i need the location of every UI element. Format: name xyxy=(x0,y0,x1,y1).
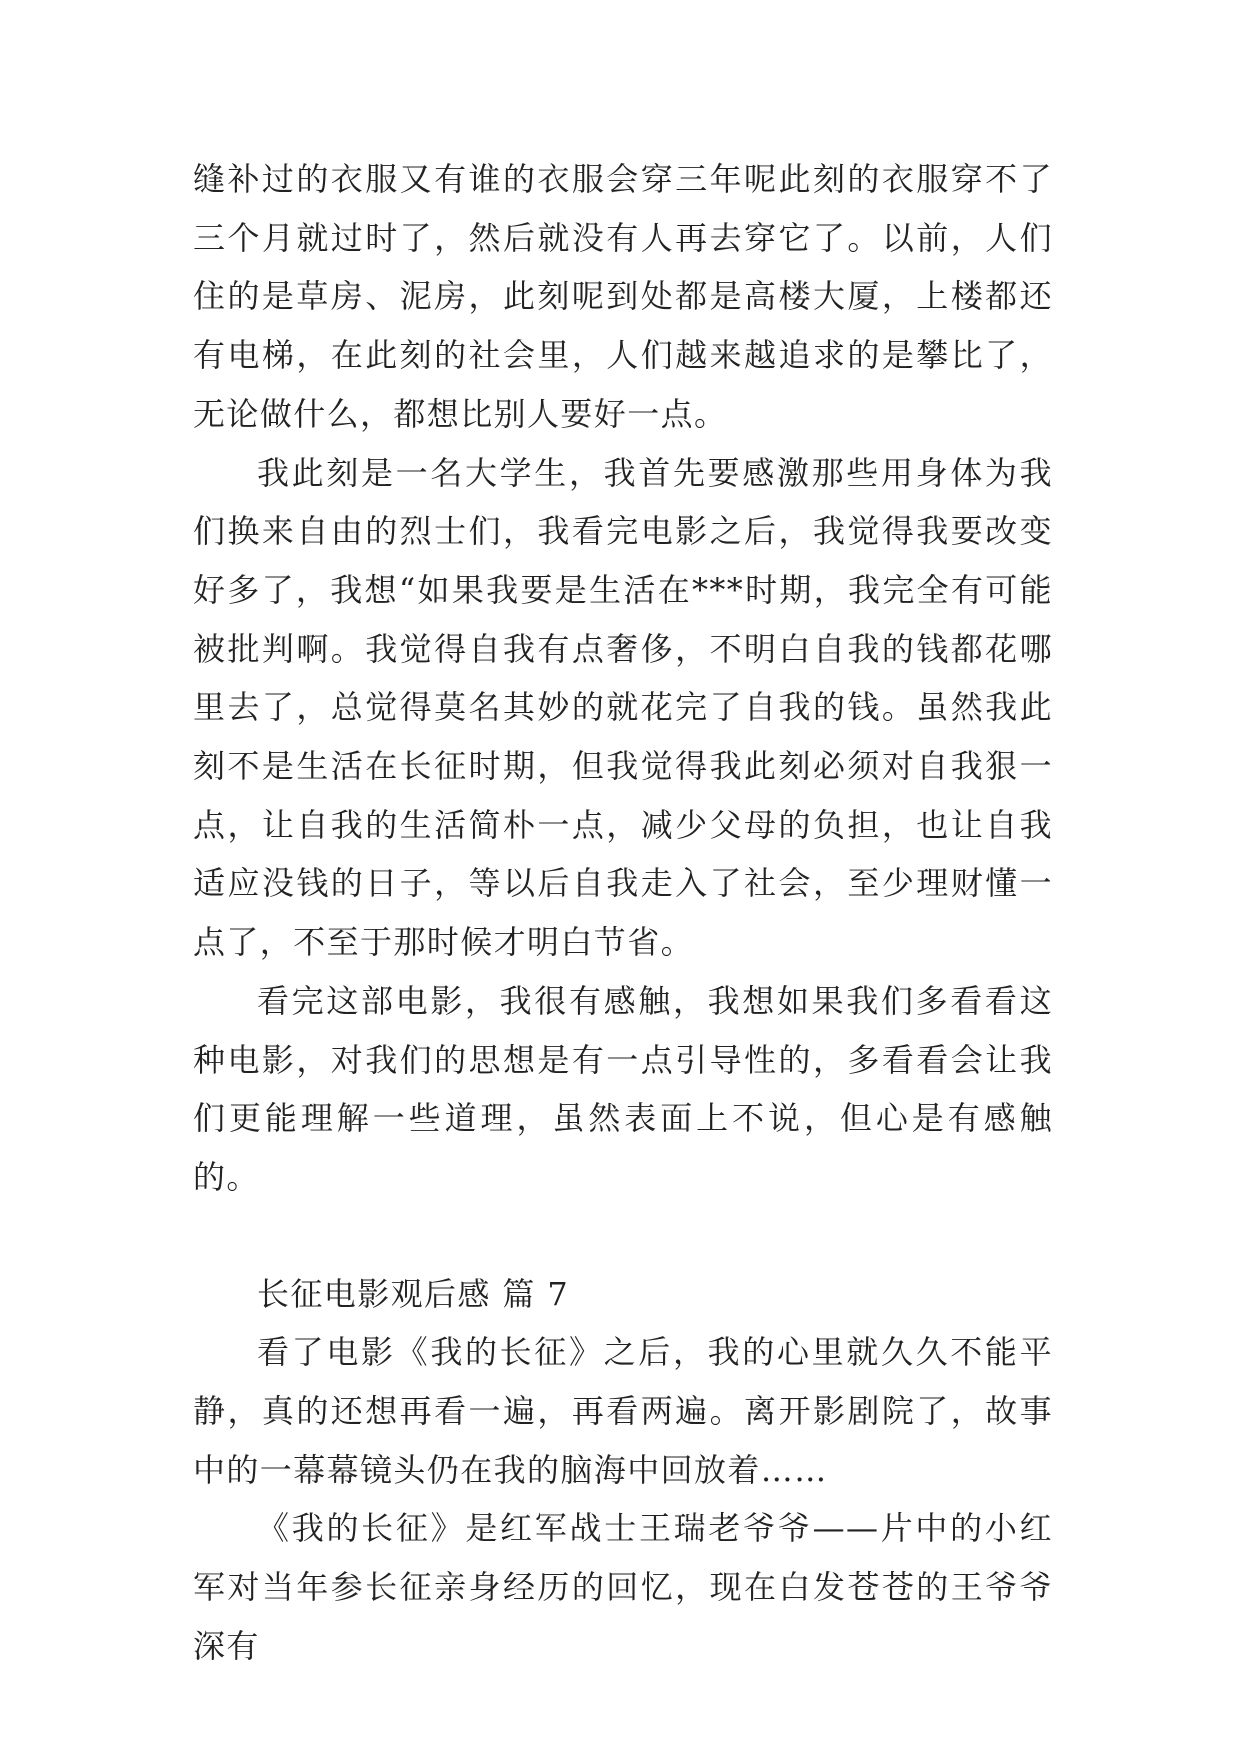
paragraph: 看了电影《我的长征》之后，我的心里就久久不能平静，真的还想再看一遍，再看两遍。离开影剧院了，故事中的一幕幕镜头仍在我的脑海中回放着…… xyxy=(193,1333,1053,1489)
section-heading: 长征电影观后感 篇 7 xyxy=(257,1274,570,1313)
paragraph: 我此刻是一名大学生，我首先要感激那些用身体为我们换来自由的烈士们，我看完电影之后，我觉得我要改变好多了，我想“如果我要是生活在***时期，我完全有可能被批判啊。我觉得自我有点奢侈，不明白自我的钱都花哪里去了，总觉得莫名其妙的就花完了自我的钱。虽然我此刻不是生活在长征时期，但我觉得我此刻必须对自我狠一点，让自我的生活简朴一点，减少父母的负担，也让自我适应没钱的日子，等以后自我走入了社会，至少理财懂一点了，不至于那时候才明白节省。 xyxy=(193,453,1053,962)
document-body xyxy=(193,150,1053,1676)
paragraph: 《我的长征》是红军战士王瑞老爷爷——片中的小红军对当年参长征亲身经历的回忆，现在白发苍苍的王爷爷深有 xyxy=(193,1509,1053,1665)
paragraph-continued: 缝补过的衣服又有谁的衣服会穿三年呢此刻的衣服穿不了三个月就过时了，然后就没有人再去穿它了。以前，人们住的是草房、泥房，此刻呢到处都是高楼大厦，上楼都还有电梯，在此刻的社会里，人们越来越追求的是攀比了，无论做什么，都想比别人要好一点。 xyxy=(193,160,1053,433)
paragraph: 看完这部电影，我很有感触，我想如果我们多看看这种电影，对我们的思想是有一点引导性的，多看看会让我们更能理解一些道理，虽然表面上不说，但心是有感触的。 xyxy=(193,981,1053,1196)
